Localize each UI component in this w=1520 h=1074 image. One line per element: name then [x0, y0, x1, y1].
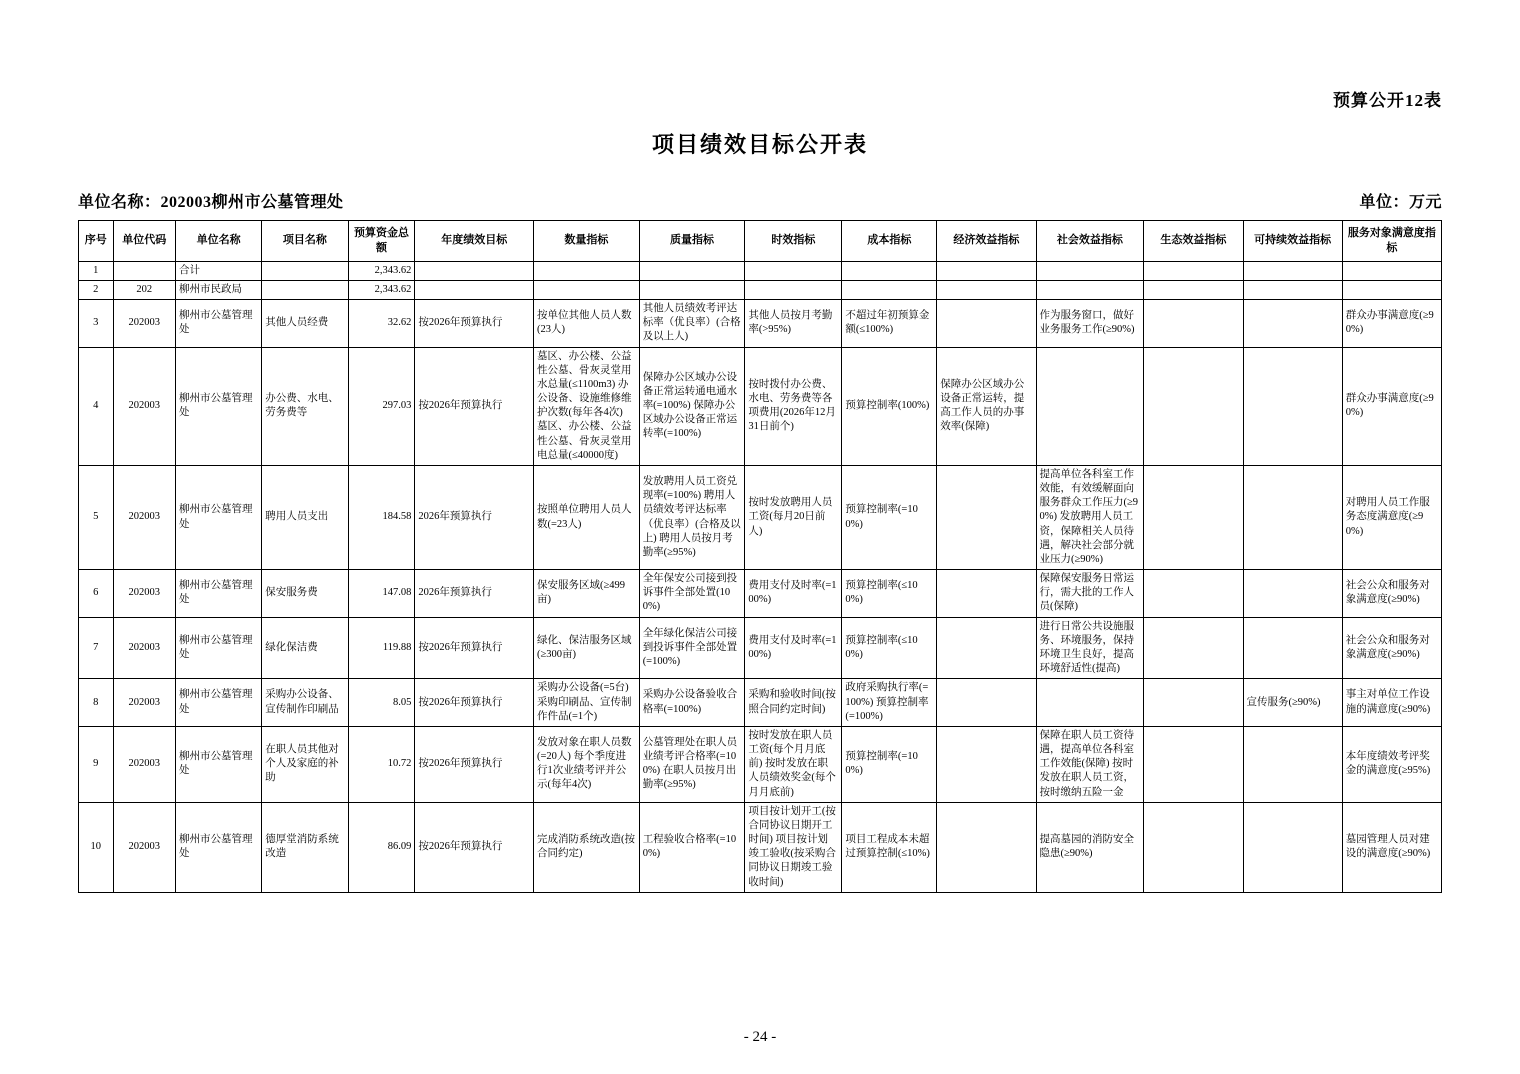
cell-annual-goal: 按2026年预算执行 [415, 300, 534, 348]
cell-quantity: 采购办公设备(=5台) 采购印刷品、宣传制作件品(=1个) [534, 679, 640, 727]
cell-unit-code: 202003 [113, 679, 176, 727]
cell-satisfaction: 本年度绩效考评奖金的满意度(≥95%) [1342, 726, 1441, 802]
col-quantity: 数量指标 [534, 221, 640, 262]
cell-quantity: 墓区、办公楼、公益性公墓、骨灰灵堂用水总量(≤1100m3) 办公设备、设施维修维护次数(每年各4次) 墓区、办公楼、公益性公墓、骨灰灵堂用电总量(≤40000度) [534, 347, 640, 465]
cell-quality: 公墓管理处在职人员业绩考评合格率(=100%) 在职人员按月出勤率(≥95%) [639, 726, 745, 802]
cell-ecological [1144, 617, 1243, 679]
cell-project-name: 保安服务费 [262, 570, 348, 618]
unit-measure-label: 单位：万元 [1359, 194, 1442, 211]
cell-annual-goal: 按2026年预算执行 [415, 617, 534, 679]
cell-social: 提高单位各科室工作效能，有效缓解面向服务群众工作压力(≥90%) 发放聘用人员工资，保障相关人员待遇，解决社会部分就业压力(≥90%) [1036, 465, 1144, 569]
performance-table [78, 220, 1442, 893]
cell-amount: 119.88 [348, 617, 415, 679]
col-unit-name: 单位名称 [176, 221, 262, 262]
cell-sustainable [1243, 617, 1342, 679]
cell-seq: 1 [79, 261, 114, 280]
cell-quality [639, 261, 745, 280]
cell-seq: 6 [79, 570, 114, 618]
cell-project-name: 绿化保洁费 [262, 617, 348, 679]
table-row [79, 802, 1442, 892]
cell-quantity: 按照单位聘用人员人数(=23人) [534, 465, 640, 569]
table-row [79, 347, 1442, 465]
cell-satisfaction: 群众办事满意度(≥90%) [1342, 347, 1441, 465]
table-row [79, 300, 1442, 348]
cell-amount: 297.03 [348, 347, 415, 465]
cell-quality: 采购办公设备验收合格率(=100%) [639, 679, 745, 727]
cell-timeliness [745, 280, 842, 299]
cell-unit-name: 柳州市公墓管理处 [176, 465, 262, 569]
col-annual-goal: 年度绩效目标 [415, 221, 534, 262]
page-title: 项目绩效目标公开表 [651, 132, 868, 157]
cell-sustainable [1243, 261, 1342, 280]
cell-social: 进行日常公共设施服务、环境服务，保持环境卫生良好，提高环境舒适性(提高) [1036, 617, 1144, 679]
cell-unit-name: 柳州市公墓管理处 [176, 726, 262, 802]
cell-satisfaction: 社会公众和服务对象满意度(≥90%) [1342, 570, 1441, 618]
cell-annual-goal: 按2026年预算执行 [415, 802, 534, 892]
cell-quality [639, 280, 745, 299]
cell-quantity [534, 261, 640, 280]
cell-sustainable [1243, 570, 1342, 618]
cell-unit-code: 202003 [113, 726, 176, 802]
cell-unit-code: 202003 [113, 465, 176, 569]
cell-economic: 保障办公区域办公设备正常运转，提高工作人员的办事效率(保障) [937, 347, 1036, 465]
form-code-label: 预算公开12表 [1333, 91, 1442, 110]
cell-cost: 不超过年初预算金额(≤100%) [842, 300, 937, 348]
col-sustainable: 可持续效益指标 [1243, 221, 1342, 262]
cell-quality: 工程验收合格率(=100%) [639, 802, 745, 892]
cell-economic [937, 726, 1036, 802]
cell-cost: 预算控制率(100%) [842, 347, 937, 465]
col-unit-code: 单位代码 [113, 221, 176, 262]
cell-social: 作为服务窗口，做好业务服务工作(≥90%) [1036, 300, 1144, 348]
col-satisfaction: 服务对象满意度指标 [1342, 221, 1441, 262]
table-row [79, 617, 1442, 679]
cell-timeliness: 按时拨付办公费、水电、劳务费等各项费用(2026年12月31日前个) [745, 347, 842, 465]
cell-unit-name: 柳州市公墓管理处 [176, 802, 262, 892]
cell-project-name [262, 261, 348, 280]
cell-sustainable [1243, 347, 1342, 465]
table-header-row [79, 221, 1442, 262]
cell-unit-code: 202003 [113, 802, 176, 892]
cell-amount: 8.05 [348, 679, 415, 727]
cell-unit-name: 柳州市公墓管理处 [176, 679, 262, 727]
table-row [79, 465, 1442, 569]
cell-timeliness: 其他人员按月考勤率(>95%) [745, 300, 842, 348]
cell-unit-code: 202003 [113, 300, 176, 348]
cell-satisfaction: 对聘用人员工作服务态度满意度(≥90%) [1342, 465, 1441, 569]
cell-annual-goal [415, 280, 534, 299]
cell-amount: 32.62 [348, 300, 415, 348]
cell-sustainable [1243, 280, 1342, 299]
cell-cost: 预算控制率(=100%) [842, 726, 937, 802]
cell-sustainable [1243, 802, 1342, 892]
cell-ecological [1144, 726, 1243, 802]
col-project-name: 项目名称 [262, 221, 348, 262]
cell-timeliness [745, 261, 842, 280]
cell-unit-code: 202003 [113, 570, 176, 618]
col-cost: 成本指标 [842, 221, 937, 262]
cell-economic [937, 679, 1036, 727]
cell-cost [842, 261, 937, 280]
cell-amount: 2,343.62 [348, 280, 415, 299]
cell-cost: 政府采购执行率(=100%) 预算控制率(=100%) [842, 679, 937, 727]
cell-sustainable [1243, 726, 1342, 802]
cell-unit-code: 202003 [113, 347, 176, 465]
cell-project-name: 在职人员其他对个人及家庭的补助 [262, 726, 348, 802]
cell-satisfaction [1342, 280, 1441, 299]
cell-economic [937, 802, 1036, 892]
cell-annual-goal: 2026年预算执行 [415, 570, 534, 618]
cell-cost: 预算控制率(≤100%) [842, 570, 937, 618]
cell-quantity: 保安服务区域(≥499亩) [534, 570, 640, 618]
cell-unit-name: 柳州市公墓管理处 [176, 347, 262, 465]
cell-project-name [262, 280, 348, 299]
cell-ecological [1144, 300, 1243, 348]
cell-seq: 3 [79, 300, 114, 348]
cell-economic [937, 261, 1036, 280]
cell-satisfaction [1342, 261, 1441, 280]
cell-seq: 4 [79, 347, 114, 465]
cell-timeliness: 费用支付及时率(=100%) [745, 570, 842, 618]
col-timeliness: 时效指标 [745, 221, 842, 262]
cell-satisfaction: 群众办事满意度(≥90%) [1342, 300, 1441, 348]
cell-annual-goal: 按2026年预算执行 [415, 347, 534, 465]
cell-seq: 10 [79, 802, 114, 892]
cell-unit-code [113, 261, 176, 280]
cell-satisfaction: 社会公众和服务对象满意度(≥90%) [1342, 617, 1441, 679]
cell-social: 保障在职人员工资待遇，提高单位各科室工作效能(保障) 按时发放在职人员工资，按时缴纳五险一金 [1036, 726, 1144, 802]
cell-cost: 预算控制率(≤100%) [842, 617, 937, 679]
cell-economic [937, 280, 1036, 299]
page-number: - 24 - [743, 1029, 777, 1045]
cell-unit-name: 柳州市公墓管理处 [176, 617, 262, 679]
cell-sustainable: 宣传服务(≥90%) [1243, 679, 1342, 727]
cell-seq: 5 [79, 465, 114, 569]
cell-sustainable [1243, 300, 1342, 348]
col-quality: 质量指标 [639, 221, 745, 262]
cell-ecological [1144, 802, 1243, 892]
cell-satisfaction: 墓园管理人员对建设的满意度(≥90%) [1342, 802, 1441, 892]
cell-economic [937, 617, 1036, 679]
cell-quality: 其他人员绩效考评达标率（优良率）(合格及以上人) [639, 300, 745, 348]
cell-unit-code: 202003 [113, 617, 176, 679]
cell-social [1036, 261, 1144, 280]
cell-economic [937, 465, 1036, 569]
cell-social [1036, 347, 1144, 465]
cell-project-name: 办公费、水电、劳务费等 [262, 347, 348, 465]
cell-annual-goal: 按2026年预算执行 [415, 726, 534, 802]
cell-social: 保障保安服务日常运行，需大批的工作人员(保障) [1036, 570, 1144, 618]
table-row [79, 261, 1442, 280]
cell-unit-name: 合计 [176, 261, 262, 280]
cell-unit-name: 柳州市民政局 [176, 280, 262, 299]
cell-ecological [1144, 465, 1243, 569]
cell-cost: 项目工程成本未超过预算控制(≤10%) [842, 802, 937, 892]
table-row [79, 280, 1442, 299]
cell-project-name: 聘用人员支出 [262, 465, 348, 569]
cell-ecological [1144, 280, 1243, 299]
meta-row [78, 189, 1442, 212]
cell-ecological [1144, 261, 1243, 280]
cell-amount: 147.08 [348, 570, 415, 618]
cell-seq: 7 [79, 617, 114, 679]
cell-project-name: 德厚堂消防系统改造 [262, 802, 348, 892]
cell-amount: 184.58 [348, 465, 415, 569]
cell-quantity: 按单位其他人员人数(23人) [534, 300, 640, 348]
cell-quantity: 绿化、保洁服务区域(≥300亩) [534, 617, 640, 679]
cell-ecological [1144, 570, 1243, 618]
cell-economic [937, 300, 1036, 348]
cell-ecological [1144, 679, 1243, 727]
cell-unit-code: 202 [113, 280, 176, 299]
col-social: 社会效益指标 [1036, 221, 1144, 262]
unit-name-label: 单位名称：202003柳州市公墓管理处 [78, 194, 344, 211]
cell-social [1036, 679, 1144, 727]
cell-economic [937, 570, 1036, 618]
cell-seq: 2 [79, 280, 114, 299]
cell-timeliness: 按时发放在职人员工资(每个月月底前) 按时发放在职人员绩效奖金(每个月月底前) [745, 726, 842, 802]
cell-seq: 8 [79, 679, 114, 727]
cell-ecological [1144, 347, 1243, 465]
cell-timeliness: 费用支付及时率(=100%) [745, 617, 842, 679]
cell-project-name: 其他人员经费 [262, 300, 348, 348]
cell-quantity: 完成消防系统改造(按合同约定) [534, 802, 640, 892]
cell-cost: 预算控制率(=100%) [842, 465, 937, 569]
cell-quality: 保障办公区域办公设备正常运转通电通水率(=100%) 保障办公区域办公设备正常运转率(=100%) [639, 347, 745, 465]
cell-project-name: 采购办公设备、宣传制作印刷品 [262, 679, 348, 727]
table-row [79, 570, 1442, 618]
cell-social [1036, 280, 1144, 299]
cell-quantity: 发放对象在职人员数(=20人) 每个季度进行1次业绩考评并公示(每年4次) [534, 726, 640, 802]
cell-quality: 全年绿化保洁公司接到投诉事件全部处置(=100%) [639, 617, 745, 679]
table-row [79, 726, 1442, 802]
cell-sustainable [1243, 465, 1342, 569]
col-ecological: 生态效益指标 [1144, 221, 1243, 262]
cell-timeliness: 采购和验收时间(按照合同约定时间) [745, 679, 842, 727]
cell-unit-name: 柳州市公墓管理处 [176, 300, 262, 348]
cell-annual-goal: 2026年预算执行 [415, 465, 534, 569]
cell-annual-goal [415, 261, 534, 280]
cell-timeliness: 按时发放聘用人员工资(每月20日前人) [745, 465, 842, 569]
cell-cost [842, 280, 937, 299]
col-seq: 序号 [79, 221, 114, 262]
cell-quality: 全年保安公司接到投诉事件全部处置(100%) [639, 570, 745, 618]
cell-social: 提高墓园的消防安全隐患(≥90%) [1036, 802, 1144, 892]
cell-seq: 9 [79, 726, 114, 802]
cell-timeliness: 项目按计划开工(按合同协议日期开工时间) 项目按计划竣工验收(按采购合同协议日期竣工验收时间) [745, 802, 842, 892]
cell-quality: 发放聘用人员工资兑现率(=100%) 聘用人员绩效考评达标率（优良率）(合格及以上) 聘用人员按月考勤率(≥95%) [639, 465, 745, 569]
cell-amount: 2,343.62 [348, 261, 415, 280]
col-amount: 预算资金总额 [348, 221, 415, 262]
cell-amount: 86.09 [348, 802, 415, 892]
cell-annual-goal: 按2026年预算执行 [415, 679, 534, 727]
cell-satisfaction: 事主对单位工作设施的满意度(≥90%) [1342, 679, 1441, 727]
table-row [79, 679, 1442, 727]
col-economic: 经济效益指标 [937, 221, 1036, 262]
cell-amount: 10.72 [348, 726, 415, 802]
cell-unit-name: 柳州市公墓管理处 [176, 570, 262, 618]
cell-quantity [534, 280, 640, 299]
